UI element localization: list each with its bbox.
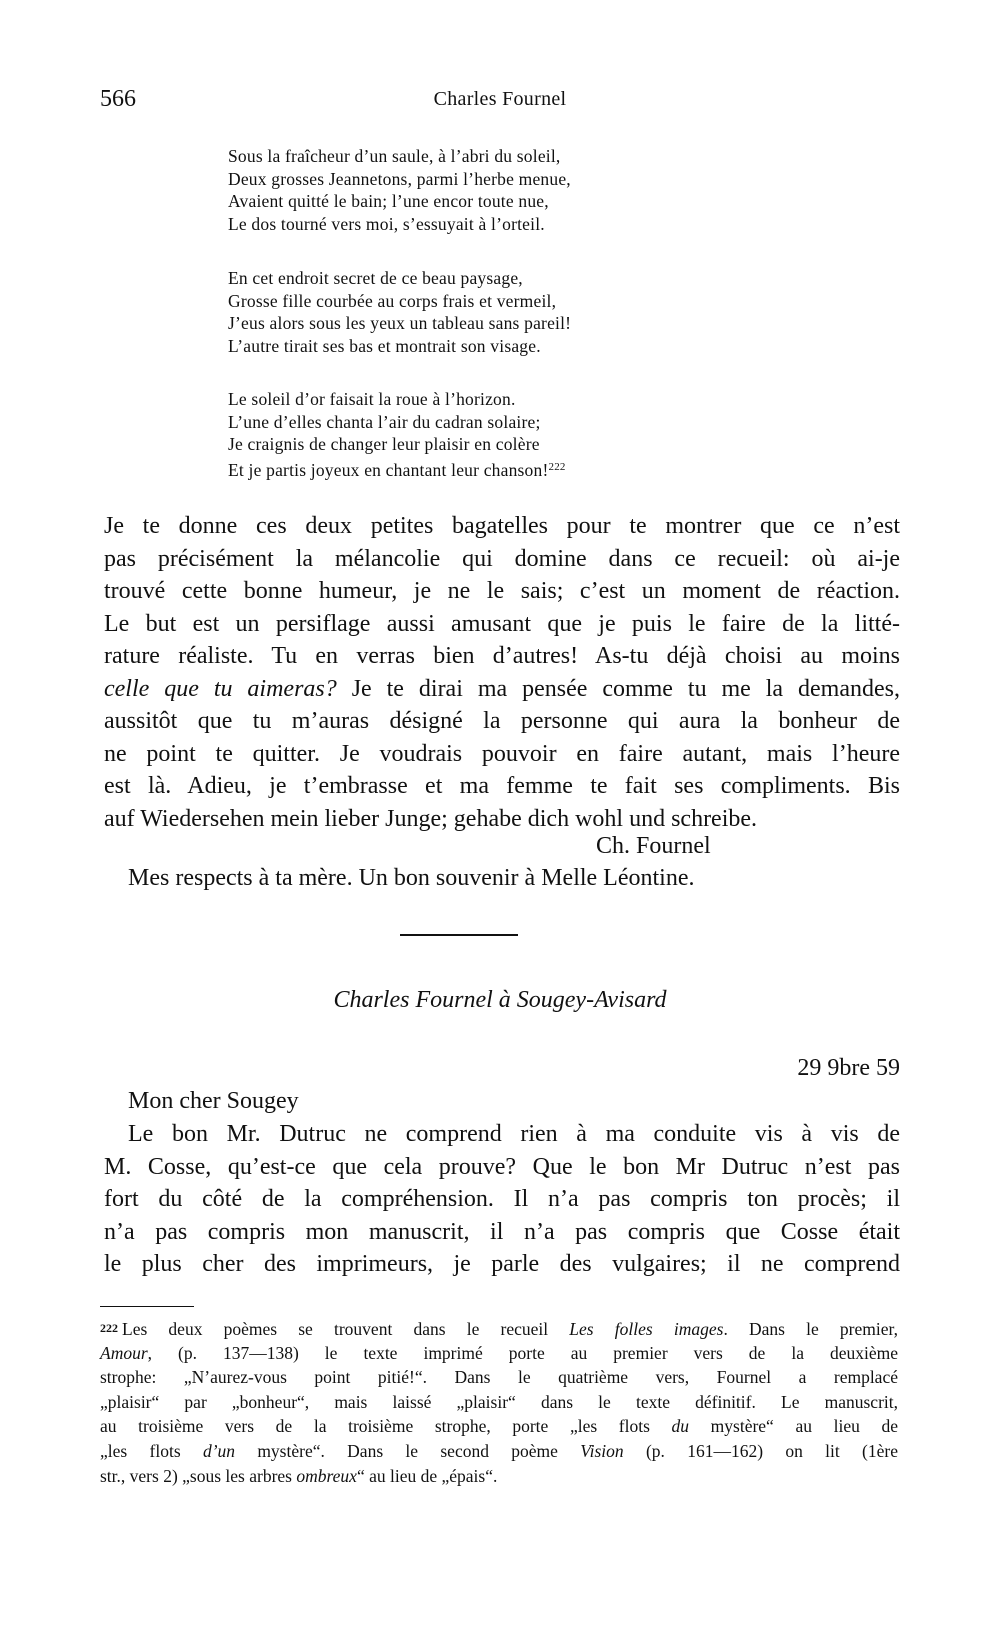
poem-line: Deux grosses Jeannetons, parmi l’herbe menue, xyxy=(228,168,571,189)
poem-line: L’autre tirait ses bas et montrait son visage. xyxy=(228,335,541,356)
letter-heading: Charles Fournel à Sougey-Avisard xyxy=(333,987,667,1013)
footnote-line xyxy=(100,1341,898,1366)
poem-stanza-3 xyxy=(228,388,788,478)
text-line xyxy=(104,673,900,706)
text-line: rature réaliste. Tu en verras bien d’autres! As-tu déjà choisi au moins xyxy=(104,643,900,669)
text-line: Je te donne ces deux petites bagatelles pour te montrer que ce n’est xyxy=(104,513,900,539)
letter-date: 29 9bre 59 xyxy=(797,1055,900,1081)
poem-line: L’une d’elles chanta l’air du cadran solaire; xyxy=(228,411,541,432)
poem-stanza-2 xyxy=(228,267,788,357)
salutation: Mon cher Sougey xyxy=(128,1088,299,1114)
text-line: le plus cher des imprimeurs, je parle des vulgaires; il ne comprend xyxy=(104,1251,900,1277)
italic-word: ombreux xyxy=(296,1465,357,1486)
signature: Ch. Fournel xyxy=(596,833,711,859)
text-line: n’a pas compris mon manuscrit, il n’a pas compris que Cosse était xyxy=(104,1218,900,1245)
text-line-rest: Je te dirai ma pensée comme tu me la demandes, xyxy=(336,675,900,702)
poem-line: Le soleil d’or faisait la roue à l’horizon. xyxy=(228,389,516,409)
footnote-line xyxy=(100,1414,898,1439)
footnote-rule xyxy=(100,1306,194,1307)
poem-line: Le dos tourné vers moi, s’essuyait à l’orteil. xyxy=(228,213,545,234)
page-header xyxy=(100,86,900,116)
italic-word: du xyxy=(671,1416,690,1437)
poem-line: En cet endroit secret de ce beau paysage, xyxy=(228,268,523,288)
running-title: Charles Fournel xyxy=(433,88,567,110)
letter-body-paragraph xyxy=(104,510,900,835)
footnote-line xyxy=(100,1439,898,1464)
footnote-text: mystère“ au lieu de xyxy=(689,1416,898,1437)
text-line: ne point te quitter. Je voudrais pouvoir en faire autant, mais l’heure xyxy=(104,740,900,767)
poem-line: Je craignis de changer leur plaisir en colère xyxy=(228,434,540,454)
text-line: pas précisément la mélancolie qui domine dans ce recueil: où ai-je xyxy=(104,545,900,572)
footnote-text: „les flots xyxy=(100,1440,203,1461)
footnote-reference[interactable]: 222 xyxy=(548,460,566,473)
poem-line xyxy=(228,456,788,479)
text-line: aussitôt que tu m’auras désigné la personne qui aura la bonheur de xyxy=(104,708,900,734)
text-line: Le bon Mr. Dutruc ne comprend rien à ma conduite vis à vis de xyxy=(128,1121,900,1147)
footnote-text: (p. 161—162) on lit (1ère xyxy=(623,1440,898,1461)
footnote-line: „plaisir“ par „bonheur“, mais laissé „plaisir“ dans le texte définitif. Le manuscrit, xyxy=(100,1391,898,1412)
footnote-line xyxy=(100,1464,898,1489)
italic-phrase: celle que tu aimeras? xyxy=(104,675,337,702)
footnote-text: mystère“. Dans le second poème xyxy=(235,1440,581,1461)
text-line: auf Wiedersehen mein lieber Junge; gehabe dich wohl und schreibe. xyxy=(104,805,758,832)
text-line: trouvé cette bonne humeur, je ne le sais; c’est un moment de réaction. xyxy=(104,578,900,604)
footnote-text: , (p. 137—138) le texte imprimé porte au premier vers de la deuxième xyxy=(147,1342,898,1363)
footnote-line xyxy=(100,1316,898,1341)
italic-title: Vision xyxy=(580,1440,624,1461)
footnote-text: str., vers 2) „sous les arbres xyxy=(100,1465,297,1486)
poem-line: J’eus alors sous les yeux un tableau sans pareil! xyxy=(228,313,572,333)
poem-line: Avaient quitté le bain; l’une encor toute nue, xyxy=(228,191,549,211)
section-divider xyxy=(400,934,518,936)
postscript: Mes respects à ta mère. Un bon souvenir à Melle Léontine. xyxy=(128,865,695,891)
text-line: est là. Adieu, je t’embrasse et ma femme te fait ses compliments. Bis xyxy=(104,773,900,799)
poem-line: Grosse fille courbée au corps frais et vermeil, xyxy=(228,290,557,311)
page-number: 566 xyxy=(100,86,136,112)
footnote-line: strophe: „N’aurez-vous point pitié!“. Dans le quatrième vers, Fournel a remplacé xyxy=(100,1367,898,1388)
poem-stanza-1 xyxy=(228,145,788,235)
text-line: fort du côté de la compréhension. Il n’a pas compris ton procès; il xyxy=(104,1186,900,1212)
italic-title: Les folles images xyxy=(569,1319,724,1339)
text-line: M. Cosse, qu’est-ce que cela prouve? Que le bon Mr Dutruc n’est pas xyxy=(104,1153,900,1180)
text-line: Le but est un persiflage aussi amusant que je puis le faire de la litté- xyxy=(104,610,900,637)
footnote-text: Les deux poèmes se trouvent dans le recueil xyxy=(122,1319,570,1339)
italic-word: d’un xyxy=(202,1440,236,1461)
footnote-text: “ au lieu de „épais“. xyxy=(356,1465,498,1486)
italic-title: Amour xyxy=(100,1342,148,1363)
footnote-text: . Dans le premier, xyxy=(723,1319,898,1339)
poem-line-text: Et je partis joyeux en chantant leur chanson! xyxy=(228,459,549,480)
letter-body-paragraph xyxy=(104,1118,900,1281)
footnote xyxy=(100,1316,898,1488)
poem-line: Sous la fraîcheur d’un saule, à l’abri du soleil, xyxy=(228,146,561,166)
footnote-number: 222 xyxy=(100,1321,118,1335)
footnote-text: au troisième vers de la troisième strophe, porte „les flots xyxy=(100,1416,672,1437)
